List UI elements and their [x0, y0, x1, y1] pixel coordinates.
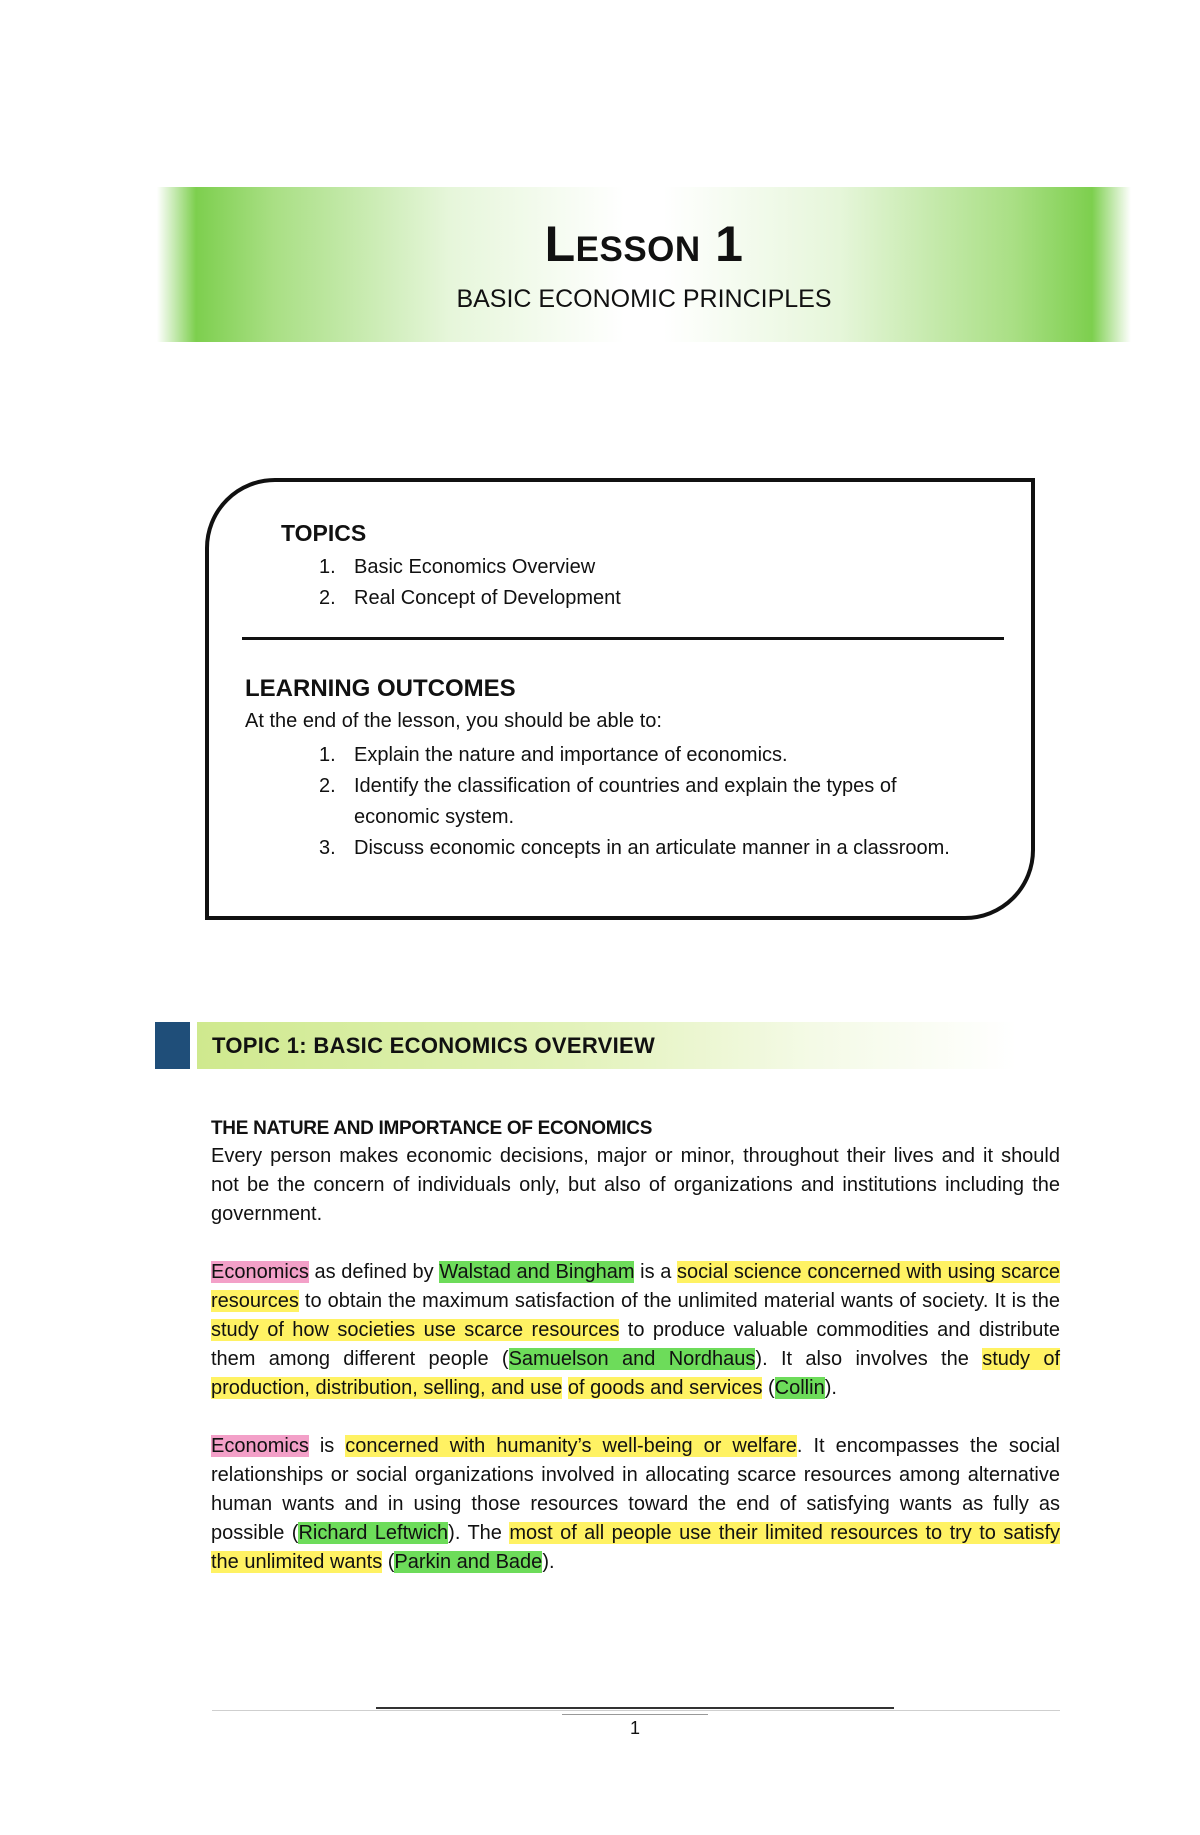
- topic-number: 2.: [319, 587, 336, 609]
- outcome-item: [319, 771, 969, 833]
- text-run: ). The: [448, 1522, 510, 1544]
- outcome-text: Discuss economic concepts in an articulate manner in a classroom.: [354, 837, 950, 859]
- outcomes-intro: At the end of the lesson, you should be able to:: [245, 710, 662, 732]
- outcomes-heading: LEARNING OUTCOMES: [245, 675, 516, 702]
- intro-paragraph: Every person makes economic decisions, major or minor, throughout their lives and it should not be the concern of individuals only, but also of organizations and institutions including the government.: [211, 1145, 1060, 1225]
- lesson-banner: [157, 187, 1131, 342]
- term-highlight: Economics: [211, 1435, 309, 1457]
- outcome-number: 1.: [319, 744, 336, 766]
- topic-number: 1.: [319, 556, 336, 578]
- text-run: ). It also involves the: [755, 1348, 983, 1370]
- definition-paragraph-1: [211, 1258, 1060, 1403]
- lesson-title: Lesson 1: [544, 216, 744, 272]
- box-divider: [242, 637, 1004, 640]
- topic-item: [319, 552, 919, 583]
- section-heading-band: [197, 1022, 1017, 1069]
- author-highlight: Richard Leftwich: [298, 1522, 449, 1544]
- definition-highlight: social science concerned with using scarce resources: [211, 1261, 1060, 1312]
- text-run: is a: [634, 1261, 678, 1283]
- text-run: as defined by: [308, 1261, 440, 1283]
- text-run: (: [382, 1551, 395, 1573]
- definition-highlight: study of how societies use scarce resources: [211, 1319, 620, 1341]
- text-run: (: [762, 1377, 775, 1399]
- topic-item: [319, 583, 919, 614]
- topic-text: Real Concept of Development: [354, 587, 621, 609]
- author-highlight: Parkin and Bade: [394, 1551, 543, 1573]
- term-highlight: Economics: [211, 1261, 309, 1283]
- lesson-subtitle: BASIC ECONOMIC PRINCIPLES: [456, 285, 832, 313]
- definition-paragraph-2: [211, 1432, 1060, 1577]
- outcomes-list: [319, 740, 969, 864]
- author-highlight: Samuelson and Nordhaus: [508, 1348, 756, 1370]
- page-number-rule: [562, 1714, 708, 1715]
- outcome-item: [319, 740, 969, 771]
- text-run: ).: [824, 1377, 837, 1399]
- definition-highlight: of goods and services: [567, 1377, 763, 1399]
- topics-outcomes-box: [205, 478, 1035, 920]
- page-number: 1: [629, 1718, 640, 1738]
- outcome-text: Explain the nature and importance of economics.: [354, 744, 788, 766]
- text-run: to obtain the maximum satisfaction of the unlimited material wants of society. It is the: [298, 1290, 1060, 1312]
- text-run: ).: [542, 1551, 555, 1573]
- content-subheading: THE NATURE AND IMPORTANCE OF ECONOMICS: [211, 1118, 653, 1139]
- definition-highlight: concerned with humanity’s well-being or welfare: [345, 1435, 797, 1457]
- outcome-number: 3.: [319, 837, 336, 859]
- topic-text: Basic Economics Overview: [354, 556, 596, 578]
- author-highlight: Collin: [774, 1377, 825, 1399]
- footer-rule-light: [212, 1710, 1060, 1711]
- section-title: TOPIC 1: BASIC ECONOMICS OVERVIEW: [212, 1033, 656, 1058]
- footer-rule: [376, 1707, 894, 1709]
- text-run: to produce valuable commodities and distribute them among different people (: [211, 1319, 1060, 1370]
- topics-heading: TOPICS: [281, 520, 367, 546]
- section-marker: [155, 1022, 190, 1069]
- text-run: is: [308, 1435, 346, 1457]
- outcome-number: 2.: [319, 775, 336, 797]
- lesson-content: [211, 1116, 1060, 1606]
- text-run: . It encompasses the social relationships or social organizations involved in allocating scarce resources among alternative human wants and in using those resources toward the end of satisfying wants as fully as possible (: [211, 1435, 1060, 1544]
- outcome-text: Identify the classification of countries and explain the types of economic system.: [354, 775, 897, 828]
- outcome-item: [319, 833, 969, 864]
- topics-list: [319, 552, 919, 614]
- definition-highlight: most of all people use their limited resources to try to satisfy the unlimited wants: [211, 1522, 1060, 1573]
- definition-highlight: study of production, distribution, selling, and use: [211, 1348, 1061, 1399]
- author-highlight: Walstad and Bingham: [439, 1261, 635, 1283]
